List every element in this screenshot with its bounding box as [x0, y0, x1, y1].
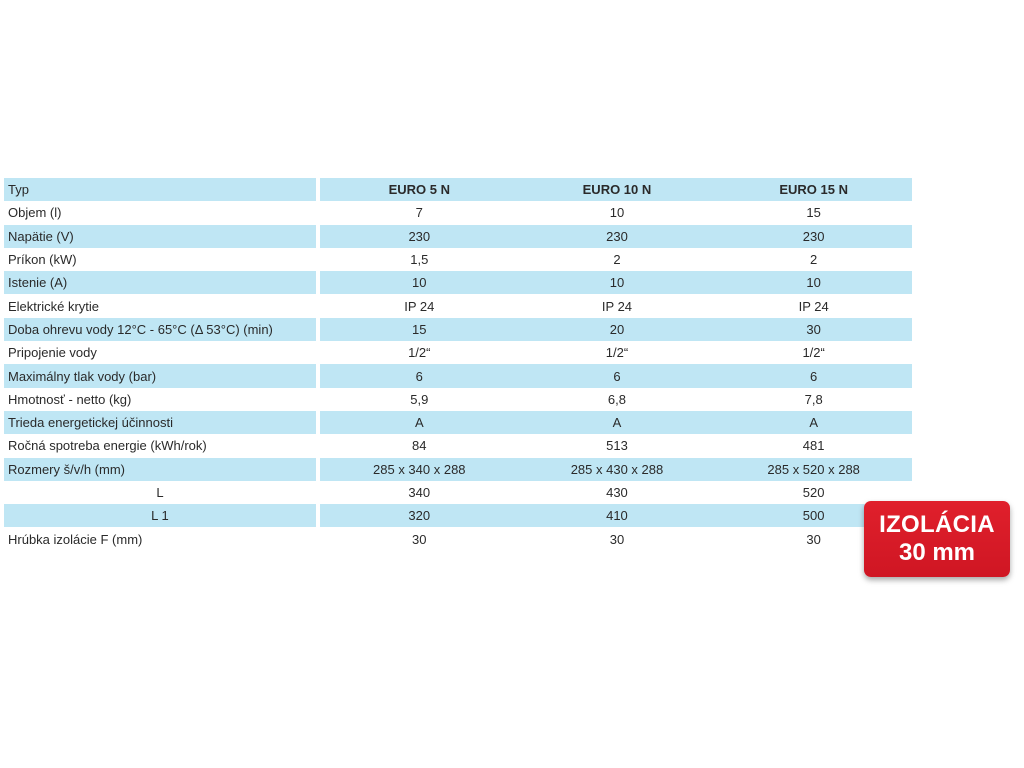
- header-col-euro-10n: EURO 10 N: [519, 178, 716, 201]
- spec-table: [4, 178, 912, 551]
- badge-line-1: IZOLÁCIA: [879, 511, 995, 539]
- row-label: Ročná spotreba energie (kWh/rok): [8, 438, 207, 454]
- table-row: [4, 225, 912, 248]
- row-value: 10: [519, 271, 716, 294]
- row-label: Rozmery š/v/h (mm): [4, 458, 316, 481]
- row-value: 10: [609, 205, 625, 221]
- row-value: 30: [715, 318, 912, 341]
- badge-line-2: 30 mm: [898, 539, 976, 566]
- row-value: 230: [715, 225, 912, 248]
- table-header-row: [4, 178, 912, 201]
- table-row: [4, 504, 912, 527]
- row-value: 10: [320, 271, 519, 294]
- row-value: A: [519, 411, 716, 434]
- row-label: Doba ohrevu vody 12°C - 65°C (Δ 53°C) (min): [4, 318, 316, 341]
- row-value: 481: [802, 438, 825, 454]
- row-value: 6,8: [607, 391, 626, 407]
- table-row: [4, 201, 912, 224]
- row-value: 520: [802, 485, 825, 500]
- table-row: [4, 434, 912, 457]
- row-value: IP 24: [601, 298, 633, 314]
- row-value: 30: [412, 531, 427, 547]
- row-value: 5,9: [410, 391, 429, 407]
- row-label: Pripojenie vody: [8, 345, 97, 361]
- row-value: 7: [415, 205, 423, 221]
- row-value: 6: [715, 364, 912, 387]
- row-label: Elektrické krytie: [8, 298, 100, 314]
- row-value: 7,8: [804, 391, 823, 407]
- row-value: IP 24: [404, 298, 435, 314]
- row-value: 30: [609, 531, 625, 547]
- row-value: 285 x 430 x 288: [519, 458, 716, 481]
- row-value: 30: [806, 531, 821, 547]
- table-row: [4, 248, 912, 271]
- row-value: 20: [519, 318, 716, 341]
- row-label: Maximálny tlak vody (bar): [4, 364, 316, 387]
- header-col-euro-5n: EURO 5 N: [320, 178, 519, 201]
- row-value: 500: [715, 504, 912, 527]
- table-row: [4, 388, 912, 411]
- row-value: 430: [606, 485, 628, 500]
- row-value: 84: [412, 438, 427, 454]
- row-value: 6: [519, 364, 716, 387]
- row-value: 10: [715, 271, 912, 294]
- table-row: [4, 294, 912, 317]
- row-value: 2: [613, 252, 621, 268]
- row-value: A: [715, 411, 912, 434]
- row-value: 1,5: [410, 252, 429, 268]
- row-value: A: [320, 411, 519, 434]
- header-col-euro-15n: EURO 15 N: [715, 178, 912, 201]
- row-value: 230: [519, 225, 716, 248]
- row-label: Trieda energetickej účinnosti: [4, 411, 316, 434]
- row-label: Napätie (V): [4, 225, 316, 248]
- table-row: [4, 527, 912, 550]
- table-row: [4, 341, 912, 364]
- row-label: Hmotnosť - netto (kg): [8, 391, 132, 407]
- table-row: [4, 318, 912, 341]
- insulation-badge: [864, 501, 1010, 577]
- row-value: 6: [320, 364, 519, 387]
- row-value: 410: [519, 504, 716, 527]
- row-label: Objem (l): [8, 205, 62, 221]
- row-value: 1/2“: [802, 345, 825, 361]
- row-value: 15: [320, 318, 519, 341]
- row-value: 285 x 340 x 288: [320, 458, 519, 481]
- row-value: 513: [606, 438, 628, 454]
- row-value: 320: [320, 504, 519, 527]
- row-label: Istenie (A): [4, 271, 316, 294]
- row-value: 15: [806, 205, 821, 221]
- table-row: [4, 271, 912, 294]
- table-body: [4, 201, 912, 550]
- table-row: [4, 458, 912, 481]
- table-row: [4, 481, 912, 504]
- row-value: 2: [810, 252, 818, 268]
- row-value: IP 24: [798, 298, 829, 314]
- header-label: Typ: [4, 178, 316, 201]
- row-value: 230: [320, 225, 519, 248]
- row-label: Príkon (kW): [8, 252, 77, 268]
- row-value: 1/2“: [408, 345, 431, 361]
- table-row: [4, 411, 912, 434]
- row-value: 340: [408, 485, 431, 500]
- row-value: 1/2“: [605, 345, 629, 361]
- row-label: Hrúbka izolácie F (mm): [8, 531, 143, 547]
- table-row: [4, 364, 912, 387]
- row-value: 285 x 520 x 288: [715, 458, 912, 481]
- row-label: L 1: [4, 504, 316, 527]
- row-label: L: [156, 485, 164, 500]
